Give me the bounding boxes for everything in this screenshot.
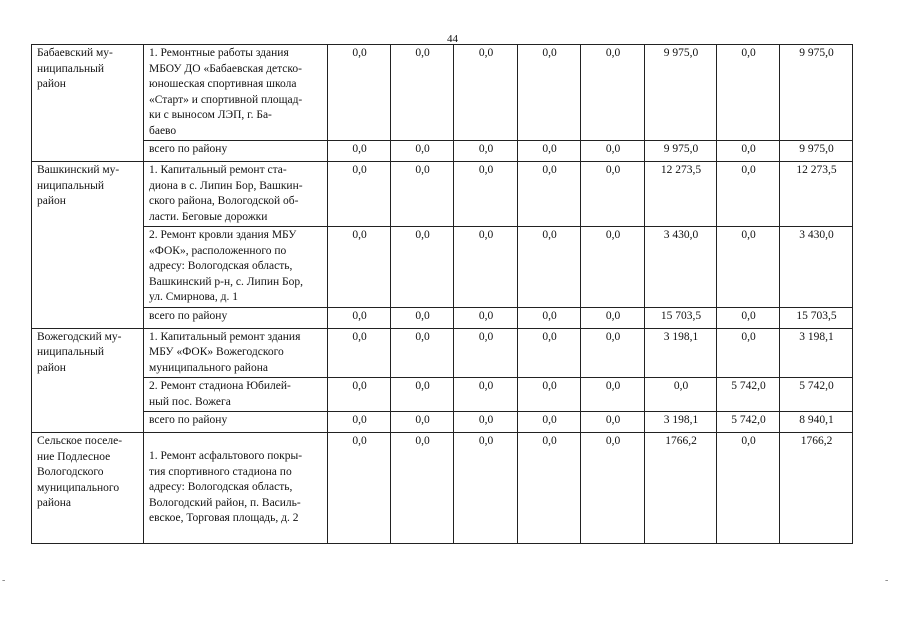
value-cell: 0,0	[454, 328, 518, 378]
value-cell: 3 430,0	[645, 227, 717, 308]
value-cell: 0,0	[454, 141, 518, 162]
value-cell: 3 198,1	[780, 328, 853, 378]
value-cell: 0,0	[518, 227, 581, 308]
value-cell: 0,0	[328, 412, 391, 433]
value-cell: 9 975,0	[645, 45, 717, 141]
project-description: 2. Ремонт кровли здания МБУ «ФОК», расположенного по адресу: Вологодская область, Вашкинский р-н, с. Липин Бор, ул. Смирнова, д. 1	[144, 227, 328, 308]
value-cell: 0,0	[717, 227, 780, 308]
value-cell: 0,0	[581, 412, 645, 433]
district-total-row	[32, 141, 853, 162]
value-cell: 0,0	[454, 412, 518, 433]
value-cell: 0,0	[454, 433, 518, 544]
project-description: 1. Капитальный ремонт ста- диона в с. Липин Бор, Вашкин- ского района, Вологодской об- ласти. Беговые дорожки	[144, 162, 328, 227]
value-cell: 15 703,5	[780, 307, 853, 328]
value-cell: 0,0	[391, 328, 454, 378]
value-cell: 8 940,1	[780, 412, 853, 433]
value-cell: 0,0	[518, 162, 581, 227]
value-cell: 1766,2	[780, 433, 853, 544]
value-cell: 0,0	[391, 45, 454, 141]
table-row	[32, 45, 853, 141]
value-cell: 0,0	[391, 412, 454, 433]
value-cell: 0,0	[454, 378, 518, 412]
district-total-row	[32, 307, 853, 328]
value-cell: 3 198,1	[645, 328, 717, 378]
value-cell: 1766,2	[645, 433, 717, 544]
value-cell: 0,0	[391, 141, 454, 162]
value-cell: 0,0	[581, 328, 645, 378]
value-cell: 0,0	[645, 378, 717, 412]
district-cell: Вожегодский му- ниципальный район	[32, 328, 144, 433]
value-cell: 0,0	[391, 433, 454, 544]
table-row	[32, 227, 853, 308]
value-cell: 0,0	[328, 328, 391, 378]
value-cell: 0,0	[328, 227, 391, 308]
value-cell: 3 198,1	[645, 412, 717, 433]
value-cell: 0,0	[581, 378, 645, 412]
value-cell: 5 742,0	[717, 412, 780, 433]
budget-table	[31, 44, 853, 544]
value-cell: 0,0	[518, 141, 581, 162]
value-cell: 3 430,0	[780, 227, 853, 308]
project-description	[144, 433, 328, 544]
value-cell: 0,0	[328, 45, 391, 141]
value-cell: 0,0	[328, 141, 391, 162]
project-description: 1. Капитальный ремонт здания МБУ «ФОК» Вожегодского муниципального района	[144, 328, 328, 378]
value-cell: 5 742,0	[717, 378, 780, 412]
value-cell: 0,0	[391, 162, 454, 227]
value-cell: 0,0	[717, 433, 780, 544]
value-cell: 0,0	[717, 328, 780, 378]
value-cell: 0,0	[518, 307, 581, 328]
value-cell: 0,0	[518, 412, 581, 433]
value-cell: 15 703,5	[645, 307, 717, 328]
value-cell: 0,0	[581, 433, 645, 544]
value-cell: 9 975,0	[780, 141, 853, 162]
value-cell: 12 273,5	[645, 162, 717, 227]
left-edge-mark: -	[2, 575, 6, 586]
value-cell: 0,0	[328, 378, 391, 412]
table-row	[32, 162, 853, 227]
value-cell: 0,0	[454, 162, 518, 227]
value-cell: 0,0	[391, 307, 454, 328]
value-cell: 0,0	[391, 227, 454, 308]
value-cell: 0,0	[581, 227, 645, 308]
table-row	[32, 328, 853, 378]
value-cell: 0,0	[454, 45, 518, 141]
value-cell: 0,0	[581, 141, 645, 162]
total-label: всего по району	[144, 307, 328, 328]
value-cell: 0,0	[581, 307, 645, 328]
value-cell: 0,0	[581, 45, 645, 141]
value-cell: 0,0	[391, 378, 454, 412]
district-cell: Сельское поселе- ние Подлесное Вологодского муниципального района	[32, 433, 144, 544]
value-cell: 0,0	[518, 45, 581, 141]
value-cell: 0,0	[328, 433, 391, 544]
district-cell: Вашкинский му- ниципальный район	[32, 162, 144, 329]
district-cell: Бабаевский му- ниципальный район	[32, 45, 144, 162]
value-cell: 0,0	[454, 227, 518, 308]
total-label: всего по району	[144, 412, 328, 433]
total-label: всего по району	[144, 141, 328, 162]
project-description: 2. Ремонт стадиона Юбилей- ный пос. Вожега	[144, 378, 328, 412]
right-edge-mark: -	[885, 575, 889, 586]
project-description: 1. Ремонтные работы здания МБОУ ДО «Бабаевская детско- юношеская спортивная школа «Старт» и спортивной площад- ки с выносом ЛЭП, г. Ба- баево	[144, 45, 328, 141]
district-total-row	[32, 412, 853, 433]
value-cell: 0,0	[518, 328, 581, 378]
value-cell: 5 742,0	[780, 378, 853, 412]
table-row	[32, 433, 853, 544]
page-number: 44	[447, 33, 458, 45]
value-cell: 12 273,5	[780, 162, 853, 227]
value-cell: 0,0	[328, 307, 391, 328]
table-row	[32, 378, 853, 412]
value-cell: 0,0	[581, 162, 645, 227]
value-cell: 9 975,0	[645, 141, 717, 162]
value-cell: 0,0	[717, 307, 780, 328]
value-cell: 0,0	[518, 433, 581, 544]
project-description-text: 1. Ремонт асфальтового покры- тия спортивного стадиона по адресу: Вологодская область, Вологодский район, п. Василь- евское, Торговая площадь, д. 2	[149, 450, 303, 524]
value-cell: 0,0	[328, 162, 391, 227]
value-cell: 0,0	[454, 307, 518, 328]
value-cell: 0,0	[717, 141, 780, 162]
value-cell: 9 975,0	[780, 45, 853, 141]
value-cell: 0,0	[717, 162, 780, 227]
value-cell: 0,0	[518, 378, 581, 412]
value-cell: 0,0	[717, 45, 780, 141]
